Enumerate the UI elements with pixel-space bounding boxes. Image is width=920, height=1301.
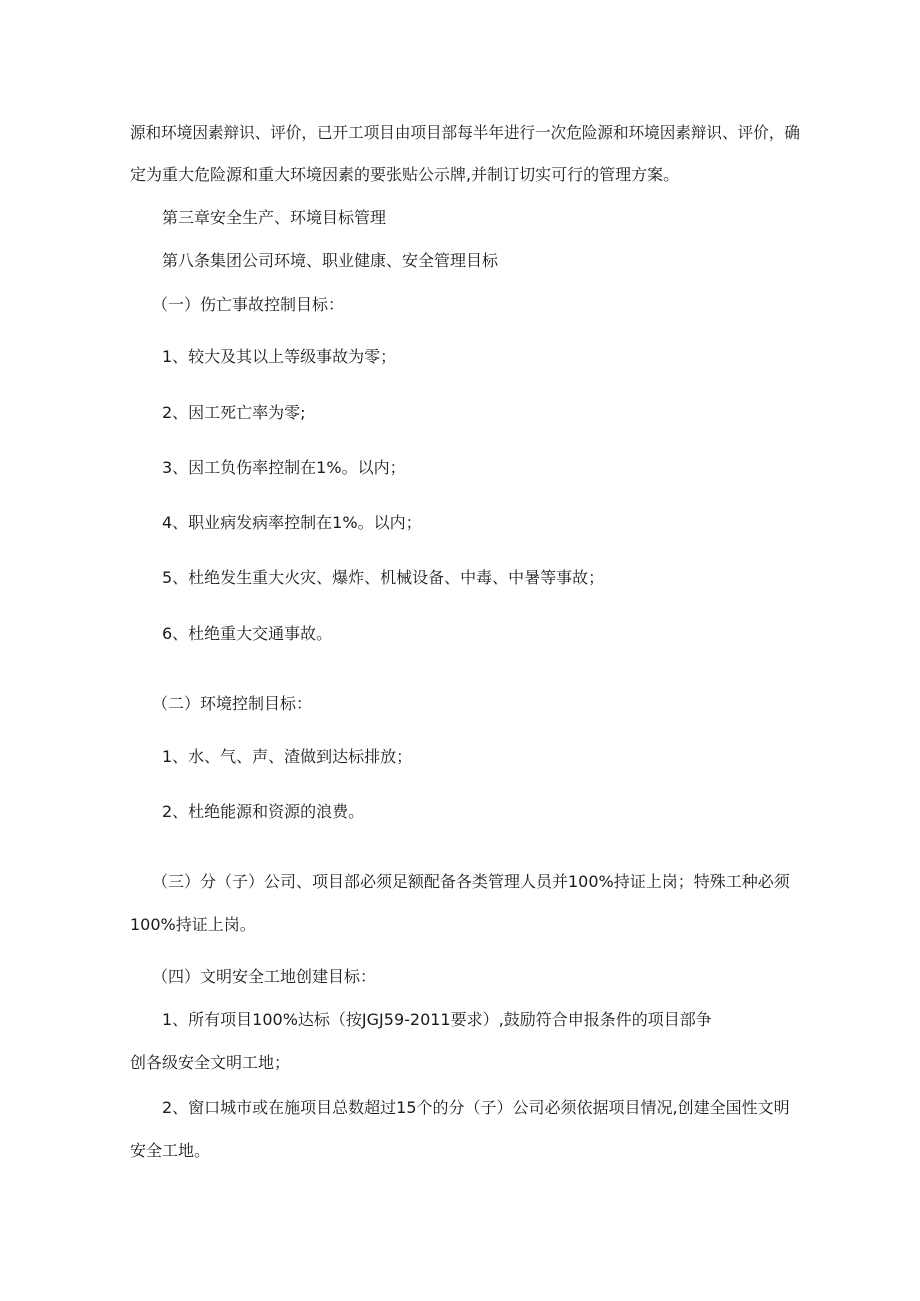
list-item: 4、职业病发病率控制在1%。以内； (162, 513, 422, 532)
list-item: 3、因工负伤率控制在1%。以内； (162, 458, 406, 477)
paragraph-line: 安全工地。 (130, 1141, 211, 1160)
paragraph-line: 源和环境因素辩识、评价，已开工项目由项目部每半年进行一次危险源和环境因素辩识、评价，确 (130, 123, 800, 142)
list-item: 2、窗口城市或在施项目总数超过15个的分（子）公司必须依据项目情况,创建全国性文明 (162, 1098, 790, 1117)
article-heading: 第八条集团公司环境、职业健康、安全管理目标 (162, 251, 499, 270)
list-item: 2、因工死亡率为零; (162, 403, 306, 422)
list-item: 1、较大及其以上等级事故为零； (162, 347, 397, 366)
section-heading: （三）分（子）公司、项目部必须足额配备各类管理人员并100%持证上岗；特殊工种必须 (152, 872, 790, 891)
paragraph-line: 100%持证上岗。 (130, 915, 256, 934)
list-item: 5、杜绝发生重大火灾、爆炸、机械设备、中毒、中暑等事故； (162, 568, 605, 587)
list-item: 2、杜绝能源和资源的浪费。 (162, 802, 365, 821)
list-item: 1、水、气、声、渣做到达标排放； (162, 747, 413, 766)
paragraph-line: 创各级安全文明工地； (130, 1053, 291, 1072)
section-heading: （二）环境控制目标： (152, 694, 313, 713)
chapter-heading: 第三章安全生产、环境目标管理 (162, 208, 387, 227)
paragraph-line: 定为重大危险源和重大环境因素的要张贴公示牌,并制订切实可行的管理方案。 (130, 165, 680, 184)
list-item: 1、所有项目100%达标（按JGJ59-2011要求）,鼓励符合申报条件的项目部争 (162, 1010, 712, 1029)
section-heading: （四）文明安全工地创建目标： (152, 967, 377, 986)
list-item: 6、杜绝重大交通事故。 (162, 624, 333, 643)
section-heading: （一）伤亡事故控制目标： (152, 295, 345, 314)
